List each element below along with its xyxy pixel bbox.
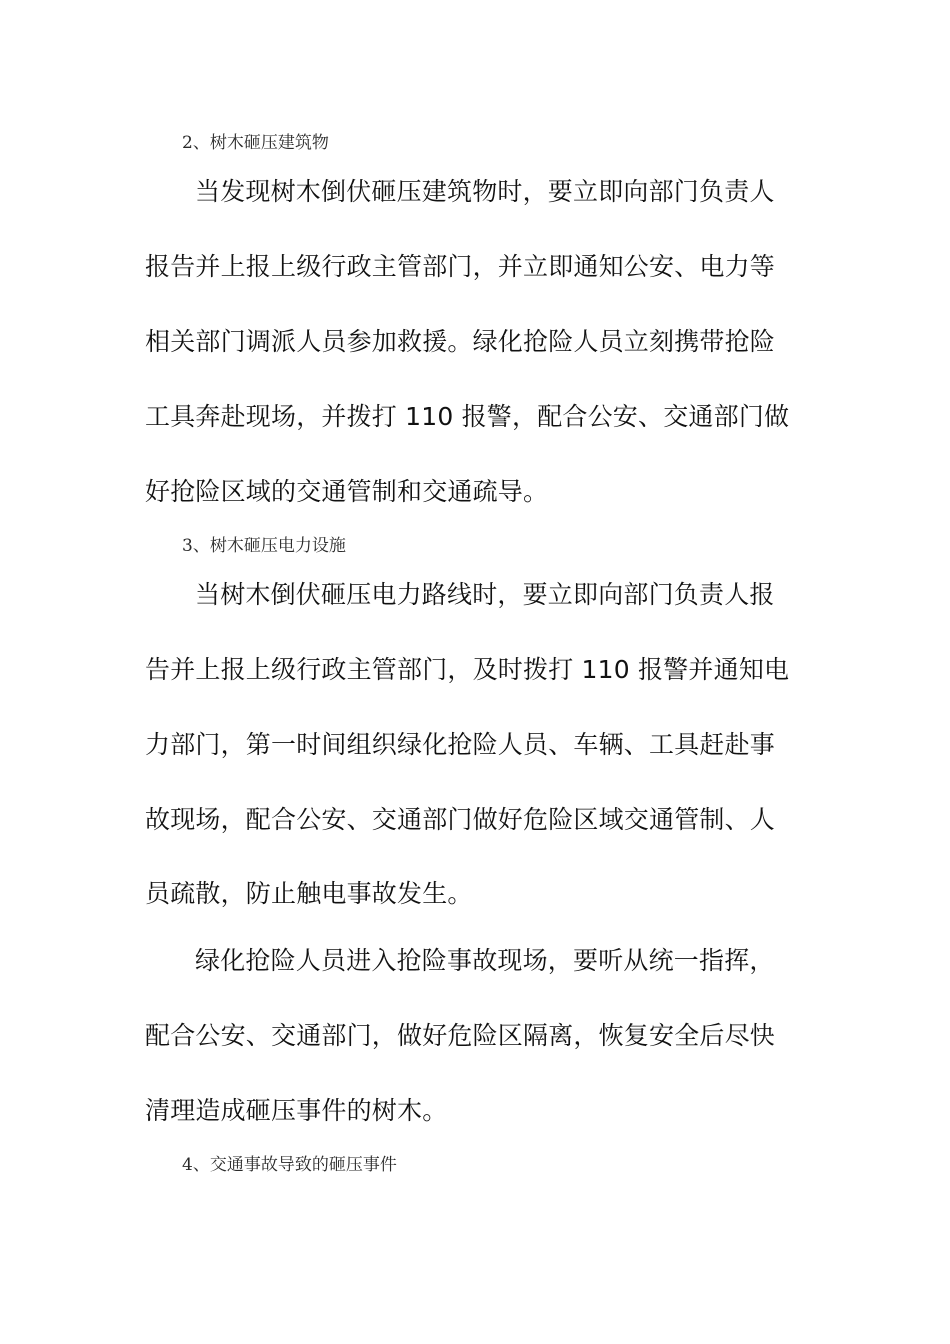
paragraph-line: 配合公安、交通部门，做好危险区隔离，恢复安全后尽快 [145, 1021, 776, 1050]
paragraph-line: 好抢险区域的交通管制和交通疏导。 [145, 477, 549, 506]
paragraph-line: 清理造成砸压事件的树木。 [145, 1096, 448, 1125]
paragraph-line: 当发现树木倒伏砸压建筑物时，要立即向部门负责人 [195, 177, 775, 206]
paragraph-line: 工具奔赴现场，并拨打 110 报警，配合公安、交通部门做 [145, 402, 790, 431]
paragraph-line: 当树木倒伏砸压电力路线时，要立即向部门负责人报 [195, 580, 775, 609]
paragraph-line: 相关部门调派人员参加救援。绿化抢险人员立刻携带抢险 [145, 327, 776, 356]
paragraph-line: 报告并上报上级行政主管部门，并立即通知公安、电力等 [145, 252, 776, 281]
section-heading-2: 2、树木砸压建筑物 [182, 133, 329, 153]
paragraph-line: 告并上报上级行政主管部门，及时拨打 110 报警并通知电 [145, 655, 790, 684]
paragraph-line: 力部门，第一时间组织绿化抢险人员、车辆、工具赶赴事 [145, 730, 776, 759]
paragraph-line: 员疏散，防止触电事故发生。 [145, 879, 473, 908]
paragraph-line: 故现场，配合公安、交通部门做好危险区域交通管制、人 [145, 805, 776, 834]
section-heading-3: 3、树木砸压电力设施 [182, 536, 346, 556]
paragraph-line: 绿化抢险人员进入抢险事故现场，要听从统一指挥， [195, 946, 775, 975]
section-heading-4: 4、交通事故导致的砸压事件 [182, 1155, 397, 1175]
